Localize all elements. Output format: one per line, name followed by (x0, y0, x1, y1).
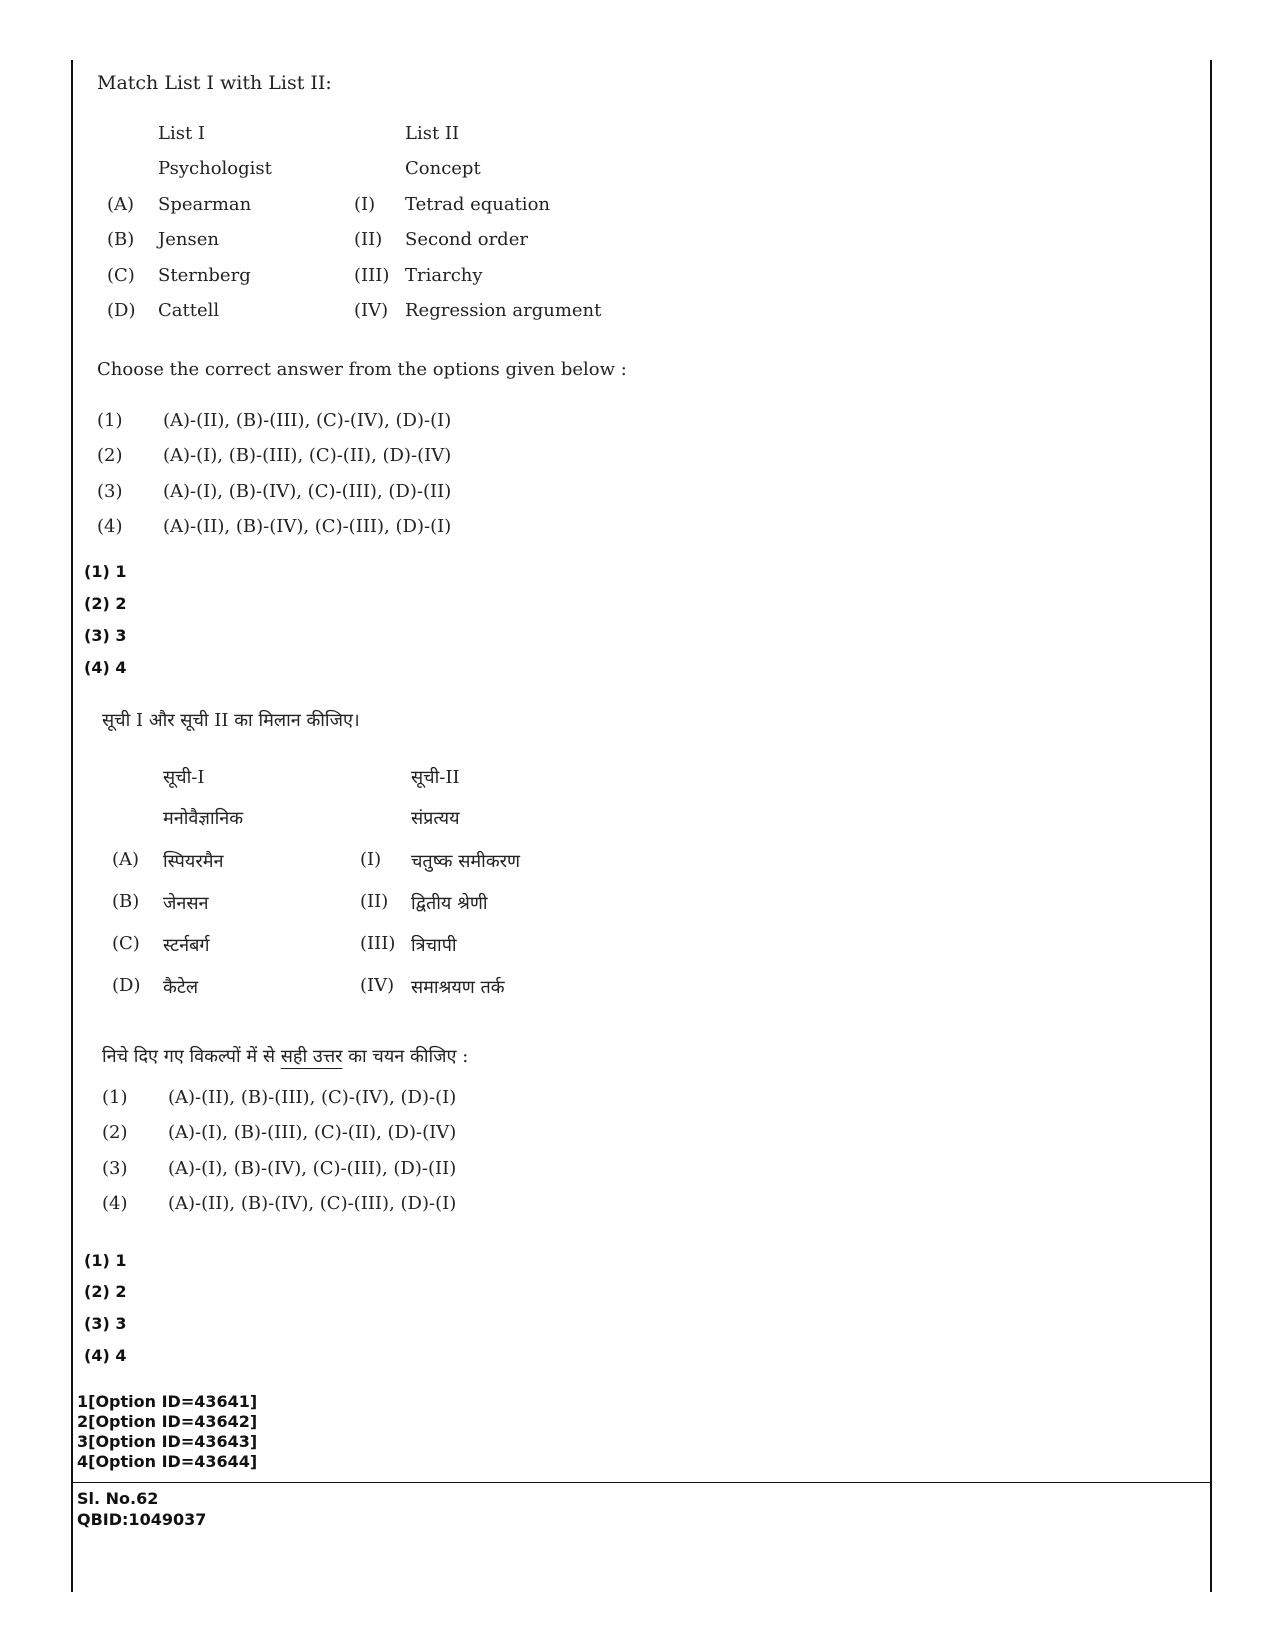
option-num-2-en: (2) (97, 445, 123, 466)
option-num-2-hi: (2) (102, 1122, 128, 1143)
option-text-1-hi: (A)-(II), (B)-(III), (C)-(IV), (D)-(I) (168, 1087, 457, 1108)
concept-iv-en: Regression argument (405, 300, 602, 321)
list2-header-hi: सूची-II (411, 767, 460, 788)
option-id-3: 3[Option ID=43643] (77, 1432, 258, 1451)
page-right-border (1210, 60, 1212, 1592)
answer-choice-4-hi[interactable]: (4) 4 (84, 1346, 127, 1365)
concept-label-ii-en: (II) (354, 229, 383, 250)
row-label-a-en: (A) (107, 194, 135, 215)
concept-label-iii-en: (III) (354, 265, 390, 286)
row-label-d-hi: (D) (112, 975, 141, 996)
section-divider (73, 1482, 1210, 1483)
question-instruction-en: Match List I with List II: (97, 72, 332, 94)
row-label-c-en: (C) (107, 265, 135, 286)
option-text-2-hi: (A)-(I), (B)-(III), (C)-(II), (D)-(IV) (168, 1122, 457, 1143)
option-num-3-hi: (3) (102, 1158, 128, 1179)
option-num-1-en: (1) (97, 410, 123, 431)
list1-header-en: List I (158, 123, 206, 144)
concept-iii-en: Triarchy (405, 265, 483, 286)
row-label-c-hi: (C) (112, 933, 140, 954)
concept-label-iii-hi: (III) (360, 933, 396, 954)
option-id-4: 4[Option ID=43644] (77, 1452, 258, 1471)
option-text-4-hi: (A)-(II), (B)-(IV), (C)-(III), (D)-(I) (168, 1193, 457, 1214)
psychologist-d-hi: कैटेल (163, 977, 199, 998)
list2-header-en: List II (405, 123, 460, 144)
concept-label-i-hi: (I) (360, 849, 382, 870)
answer-choice-1-en[interactable]: (1) 1 (84, 562, 127, 581)
psychologist-b-hi: जेनसन (163, 893, 209, 914)
concept-i-hi: चतुष्क समीकरण (411, 851, 521, 872)
answer-choice-3-en[interactable]: (3) 3 (84, 626, 127, 645)
list1-header-hi: सूची-I (163, 767, 205, 788)
row-label-d-en: (D) (107, 300, 136, 321)
option-text-4-en: (A)-(II), (B)-(IV), (C)-(III), (D)-(I) (163, 516, 452, 537)
option-num-4-en: (4) (97, 516, 123, 537)
choose-instruction-en: Choose the correct answer from the options given below : (97, 359, 627, 380)
page-left-border (71, 60, 73, 1592)
concept-label-iv-hi: (IV) (360, 975, 395, 996)
question-instruction-hi: सूची I और सूची II का मिलान कीजिए। (102, 710, 360, 731)
psychologist-c-hi: स्टर्नबर्ग (163, 935, 210, 956)
answer-choice-2-en[interactable]: (2) 2 (84, 594, 127, 613)
list2-subheader-hi: संप्रत्यय (411, 808, 460, 829)
answer-choice-1-hi[interactable]: (1) 1 (84, 1251, 127, 1270)
option-num-4-hi: (4) (102, 1193, 128, 1214)
choose-instruction-hi (102, 1044, 468, 1068)
choose-before-hi: निचे दिए गए विकल्पों में से (102, 1046, 281, 1067)
option-id-1: 1[Option ID=43641] (77, 1392, 258, 1411)
psychologist-c-en: Sternberg (158, 265, 251, 286)
answer-choice-3-hi[interactable]: (3) 3 (84, 1314, 127, 1333)
concept-label-i-en: (I) (354, 194, 376, 215)
serial-number: Sl. No.62 (77, 1489, 159, 1508)
psychologist-a-hi: स्पियरमैन (163, 851, 224, 872)
concept-ii-en: Second order (405, 229, 528, 250)
option-text-1-en: (A)-(II), (B)-(III), (C)-(IV), (D)-(I) (163, 410, 452, 431)
option-num-3-en: (3) (97, 481, 123, 502)
choose-underlined-hi: सही उत्तर (280, 1046, 343, 1067)
concept-iv-hi: समाश्रयण तर्क (411, 977, 505, 998)
concept-iii-hi: त्रिचापी (411, 935, 457, 956)
concept-i-en: Tetrad equation (405, 194, 550, 215)
option-text-3-en: (A)-(I), (B)-(IV), (C)-(III), (D)-(II) (163, 481, 452, 502)
psychologist-d-en: Cattell (158, 300, 220, 321)
concept-label-iv-en: (IV) (354, 300, 389, 321)
choose-after-hi: का चयन कीजिए : (342, 1046, 469, 1067)
answer-choice-2-hi[interactable]: (2) 2 (84, 1282, 127, 1301)
concept-ii-hi: द्वितीय श्रेणी (411, 893, 488, 914)
row-label-b-hi: (B) (112, 891, 140, 912)
option-text-3-hi: (A)-(I), (B)-(IV), (C)-(III), (D)-(II) (168, 1158, 457, 1179)
concept-label-ii-hi: (II) (360, 891, 389, 912)
row-label-a-hi: (A) (112, 849, 140, 870)
psychologist-b-en: Jensen (158, 229, 219, 250)
list1-subheader-en: Psychologist (158, 158, 272, 179)
qbid: QBID:1049037 (77, 1510, 207, 1529)
option-num-1-hi: (1) (102, 1087, 128, 1108)
option-text-2-en: (A)-(I), (B)-(III), (C)-(II), (D)-(IV) (163, 445, 452, 466)
list2-subheader-en: Concept (405, 158, 481, 179)
list1-subheader-hi: मनोवैज्ञानिक (163, 808, 244, 829)
option-id-2: 2[Option ID=43642] (77, 1412, 258, 1431)
answer-choice-4-en[interactable]: (4) 4 (84, 658, 127, 677)
psychologist-a-en: Spearman (158, 194, 252, 215)
row-label-b-en: (B) (107, 229, 135, 250)
